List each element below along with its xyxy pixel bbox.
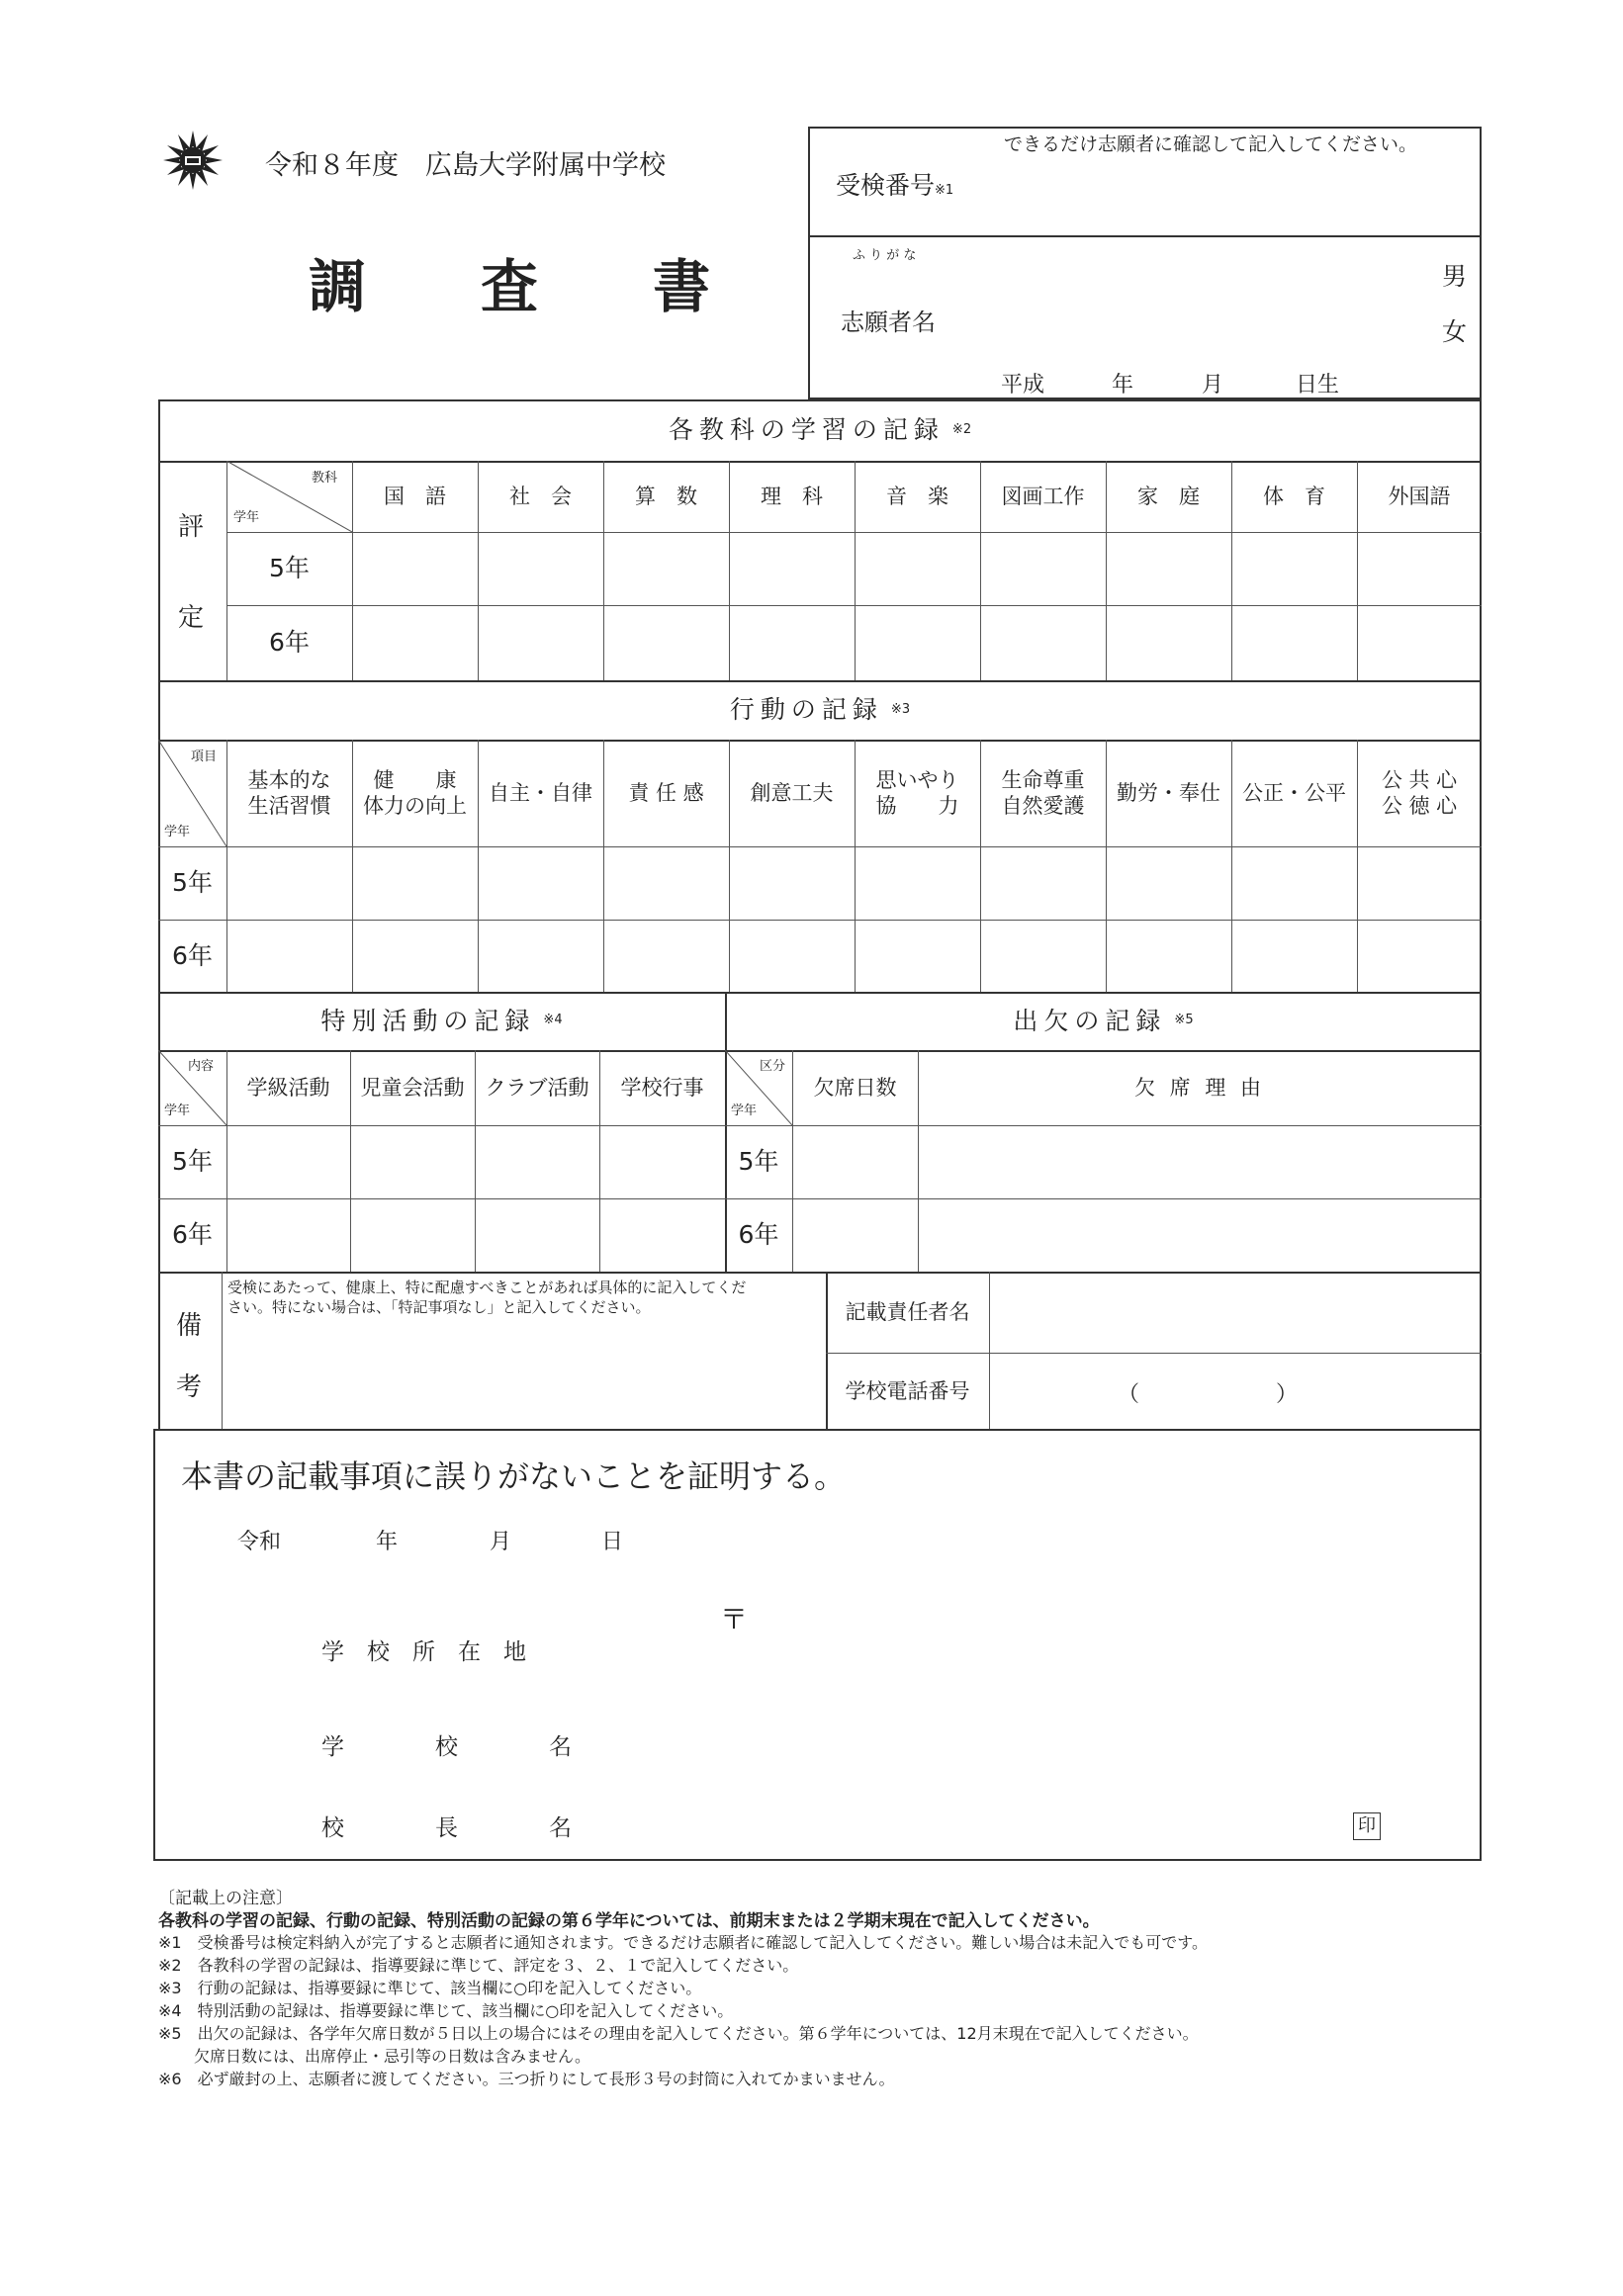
confirm-note: できるだけ志願者に確認して記入してください。 bbox=[1004, 133, 1418, 155]
attendance-corner-category: 区分 bbox=[760, 1059, 786, 1074]
activity-item-header: 学級活動 bbox=[246, 1075, 330, 1100]
grades-row-label: 6年 bbox=[269, 628, 310, 658]
phone-paren-close: ） bbox=[1276, 1382, 1299, 1407]
activity-item-header: クラブ活動 bbox=[485, 1075, 589, 1100]
behavior-corner-year: 学年 bbox=[164, 825, 191, 839]
grades-corner-year: 学年 bbox=[233, 510, 260, 525]
subject-header: 外国語 bbox=[1388, 484, 1451, 508]
remarks-label-1: 備 bbox=[176, 1311, 203, 1341]
furigana-label: ふ り が な bbox=[853, 248, 917, 263]
subject-header: 図画工作 bbox=[1001, 484, 1085, 508]
cert-day: 日 bbox=[601, 1530, 624, 1554]
exam-number-ref: ※1 bbox=[935, 183, 954, 198]
subject-header: 体 育 bbox=[1263, 484, 1325, 508]
behavior-corner-item: 項目 bbox=[191, 750, 218, 764]
subject-header: 音 楽 bbox=[886, 484, 948, 508]
school-name-field[interactable] bbox=[613, 1716, 1404, 1765]
attendance-row-label: 5年 bbox=[738, 1147, 779, 1177]
note-6: ※6 必ず厳封の上、志願者に渡してください。三つ折りにして長形３号の封筒に入れてかまいません。 bbox=[158, 2070, 895, 2088]
phone-paren-open: （ bbox=[1118, 1382, 1140, 1407]
grades-side-label-2: 定 bbox=[178, 603, 205, 633]
behavior-row-label: 6年 bbox=[172, 940, 213, 970]
activities-row-label: 5年 bbox=[172, 1147, 213, 1177]
activities-input-area[interactable] bbox=[228, 1127, 723, 1270]
subject-header: 家 庭 bbox=[1137, 484, 1200, 508]
school-address-field[interactable] bbox=[613, 1622, 1404, 1671]
grades-side-label-1: 評 bbox=[178, 512, 205, 542]
behavior-item-header: 公 共 心 公 徳 心 bbox=[1381, 767, 1458, 818]
birth-day: 日生 bbox=[1296, 373, 1340, 397]
principal-name-field[interactable] bbox=[613, 1798, 1345, 1847]
notes-heading: 〔記載上の注意〕 bbox=[158, 1889, 293, 1908]
behavior-item-header: 健 康 体力の向上 bbox=[363, 767, 467, 818]
subject-header: 理 科 bbox=[761, 484, 823, 508]
birth-year: 年 bbox=[1112, 373, 1134, 397]
school-emblem-icon bbox=[161, 129, 225, 192]
behavior-input-area[interactable] bbox=[228, 848, 1480, 990]
exam-number-field[interactable] bbox=[1019, 158, 1474, 227]
remarks-instruction: 受検にあたって、健康上、特に配慮すべきことがあれば具体的に記入してくだ さい。特にない場合は、「特記事項なし」と記入してください。 bbox=[227, 1279, 747, 1316]
note-3: ※3 行動の記録は、指導要録に準じて、該当欄に○印を記入してください。 bbox=[158, 1979, 702, 1997]
school-phone-field[interactable] bbox=[991, 1355, 1480, 1429]
sex-female[interactable]: 女 bbox=[1442, 317, 1468, 346]
behavior-item-header: 勤労・奉仕 bbox=[1117, 780, 1220, 805]
school-name-label: 学 校 名 bbox=[321, 1734, 572, 1760]
notes-bold-line: 各教科の学習の記録、行動の記録、特別活動の記録の第６学年については、前期末または２学期末現在で記入してください。 bbox=[158, 1911, 1100, 1931]
exam-number-label: 受検番号 bbox=[836, 171, 936, 200]
attendance-row-label: 6年 bbox=[738, 1220, 779, 1250]
school-phone-label: 学校電話番号 bbox=[845, 1379, 970, 1404]
behavior-item-header: 基本的な 生活習慣 bbox=[247, 767, 331, 818]
sex-male[interactable]: 男 bbox=[1442, 262, 1468, 291]
behavior-section-title: 行動の記録 ※3 bbox=[729, 695, 911, 725]
note-5b: 欠席日数には、出席停止・忌引等の日数は含みません。 bbox=[194, 2047, 590, 2066]
note-4: ※4 特別活動の記録は、指導要録に準じて、該当欄に○印を記入してください。 bbox=[158, 2001, 734, 2020]
absence-days-header: 欠席日数 bbox=[813, 1075, 897, 1100]
note-2: ※2 各教科の学習の記録は、指導要録に準じて、評定を３、２、１で記入してください。 bbox=[158, 1956, 799, 1975]
behavior-item-header: 公正・公平 bbox=[1242, 780, 1346, 805]
grades-row-label: 5年 bbox=[269, 554, 310, 583]
remarks-input[interactable] bbox=[224, 1323, 824, 1429]
subject-header: 社 会 bbox=[509, 484, 572, 508]
behavior-item-header: 責 任 感 bbox=[628, 780, 704, 805]
cert-year: 年 bbox=[376, 1530, 399, 1554]
behavior-row-label: 5年 bbox=[172, 868, 213, 898]
note-1: ※1 受検番号は検定料納入が完了すると志願者に通知されます。できるだけ志願者に確認して記入してください。難しい場合は未記入でも可です。 bbox=[158, 1933, 1209, 1952]
behavior-item-header: 創意工夫 bbox=[750, 780, 834, 805]
grades-section-title: 各教科の学習の記録 ※2 bbox=[668, 415, 972, 445]
document-title: 調 査 書 bbox=[309, 253, 711, 320]
activities-section-title: 特別活動の記録 ※4 bbox=[320, 1006, 563, 1035]
principal-name-label: 校 長 名 bbox=[321, 1815, 572, 1841]
activities-corner-year: 学年 bbox=[164, 1104, 191, 1118]
subject-header: 算 数 bbox=[635, 484, 697, 508]
note-5: ※5 出欠の記録は、各学年欠席日数が５日以上の場合にはその理由を記入してください。第６学年については、12月末現在で記入してください。 bbox=[158, 2024, 1199, 2043]
absence-reason-header: 欠 席 理 由 bbox=[1133, 1075, 1266, 1100]
certification-statement: 本書の記載事項に誤りがないことを証明する。 bbox=[181, 1457, 847, 1495]
subject-header: 国 語 bbox=[384, 484, 446, 508]
activities-corner-content: 内容 bbox=[188, 1059, 215, 1074]
seal-mark: 印 bbox=[1353, 1812, 1381, 1840]
postal-mark: 〒 bbox=[720, 1603, 749, 1635]
remarks-label-2: 考 bbox=[176, 1372, 203, 1402]
school-header: 令和８年度 広島大学附属中学校 bbox=[265, 150, 666, 181]
grades-input-area[interactable] bbox=[354, 534, 1480, 678]
behavior-item-header: 自主・自律 bbox=[489, 780, 592, 805]
attendance-input-area[interactable] bbox=[794, 1127, 1480, 1270]
activity-item-header: 児童会活動 bbox=[360, 1075, 465, 1100]
activities-row-label: 6年 bbox=[172, 1220, 213, 1250]
grades-corner-subject: 教科 bbox=[312, 471, 338, 486]
responsible-person-label: 記載責任者名 bbox=[845, 1299, 970, 1324]
behavior-item-header: 生命尊重 自然愛護 bbox=[1001, 767, 1085, 818]
applicant-name-field[interactable] bbox=[989, 257, 1414, 346]
activity-item-header: 学校行事 bbox=[620, 1075, 704, 1100]
cert-era: 令和 bbox=[237, 1530, 282, 1554]
responsible-person-field[interactable] bbox=[991, 1274, 1480, 1351]
cert-month: 月 bbox=[490, 1530, 512, 1554]
behavior-item-header: 思いやり 協 力 bbox=[875, 767, 959, 818]
birth-era: 平成 bbox=[1001, 373, 1045, 397]
school-address-label: 学 校 所 在 地 bbox=[321, 1639, 526, 1665]
attendance-section-title: 出欠の記録 ※5 bbox=[1013, 1006, 1194, 1035]
applicant-name-label: 志願者名 bbox=[841, 309, 936, 336]
attendance-corner-year: 学年 bbox=[731, 1104, 758, 1118]
birth-month: 月 bbox=[1202, 373, 1224, 397]
